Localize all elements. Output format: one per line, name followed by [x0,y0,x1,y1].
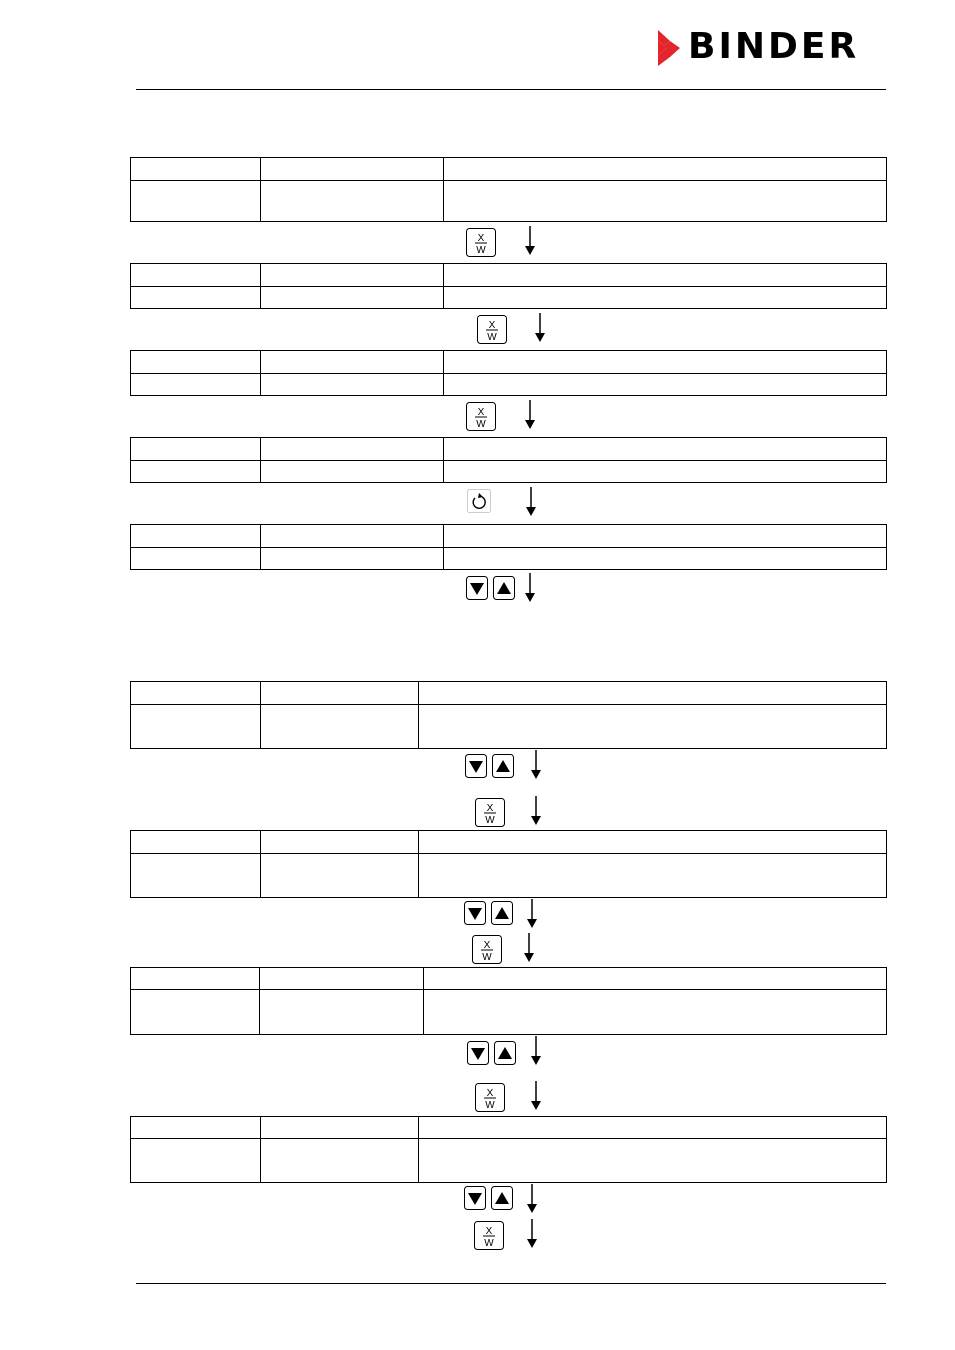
down-arrow-icon [530,1036,542,1066]
arrow-down-key[interactable] [465,754,487,778]
table-row [131,1139,887,1183]
step-table-7 [130,830,887,898]
table-header-row [131,264,887,287]
rotate-key[interactable] [467,489,491,513]
table-header-row [131,158,887,181]
step-table-9 [130,1116,887,1183]
w-label: W [482,952,492,963]
down-arrow-icon [530,1081,542,1111]
arrow-down-key[interactable] [464,901,486,925]
x-w-key[interactable] [477,315,507,344]
x-w-key[interactable] [472,935,502,964]
down-arrow-icon [530,796,542,826]
arrow-up-key[interactable] [491,1186,513,1210]
step-table-6 [130,681,887,749]
table-header-row [131,968,887,990]
step-table-5 [130,524,887,570]
w-label: W [484,1238,494,1249]
x-w-key[interactable] [474,1221,504,1250]
table-row [131,705,887,749]
header-rule [136,89,886,90]
x-label: X [488,320,496,331]
down-arrow-icon [524,400,536,430]
table-header-row [131,682,887,705]
w-label: W [485,815,495,826]
x-label: X [477,407,485,418]
step-table-8 [130,967,887,1035]
down-arrow-icon [525,487,537,517]
arrow-down-key[interactable] [467,1041,489,1065]
x-label: X [477,233,485,244]
x-label: X [486,803,494,814]
table-row [131,854,887,898]
step-table-1 [130,157,887,222]
down-arrow-icon [523,933,535,963]
x-w-key[interactable] [466,228,496,257]
down-arrow-icon [524,573,536,603]
w-label: W [485,1100,495,1111]
down-arrow-icon [534,313,546,343]
x-w-key[interactable] [466,402,496,431]
table-row [131,548,887,570]
x-w-key[interactable] [475,798,505,827]
table-header-row [131,438,887,461]
step-table-3 [130,350,887,396]
w-label: W [476,419,486,430]
step-table-4 [130,437,887,483]
arrow-up-key[interactable] [492,754,514,778]
w-label: W [476,245,486,256]
table-header-row [131,351,887,374]
brand-wordmark: BINDER [688,26,860,67]
table-header-row [131,831,887,854]
arrow-up-key[interactable] [494,1041,516,1065]
arrow-down-key[interactable] [466,576,488,600]
table-header-row [131,1117,887,1139]
table-row [131,287,887,309]
arrow-down-key[interactable] [464,1186,486,1210]
table-row [131,181,887,222]
arrow-up-key[interactable] [493,576,515,600]
step-table-2 [130,263,887,309]
footer-rule [136,1283,886,1284]
down-arrow-icon [526,899,538,929]
x-label: X [483,940,491,951]
table-row [131,990,887,1035]
binder-logo [656,26,888,67]
binder-logo-mark-icon [656,30,682,66]
x-label: X [485,1226,493,1237]
x-w-key[interactable] [475,1083,505,1112]
w-label: W [487,332,497,343]
down-arrow-icon [530,750,542,780]
down-arrow-icon [524,226,536,256]
down-arrow-icon [526,1184,538,1214]
table-row [131,374,887,396]
x-label: X [486,1088,494,1099]
arrow-up-key[interactable] [491,901,513,925]
down-arrow-icon [526,1219,538,1249]
table-row [131,461,887,483]
table-header-row [131,525,887,548]
